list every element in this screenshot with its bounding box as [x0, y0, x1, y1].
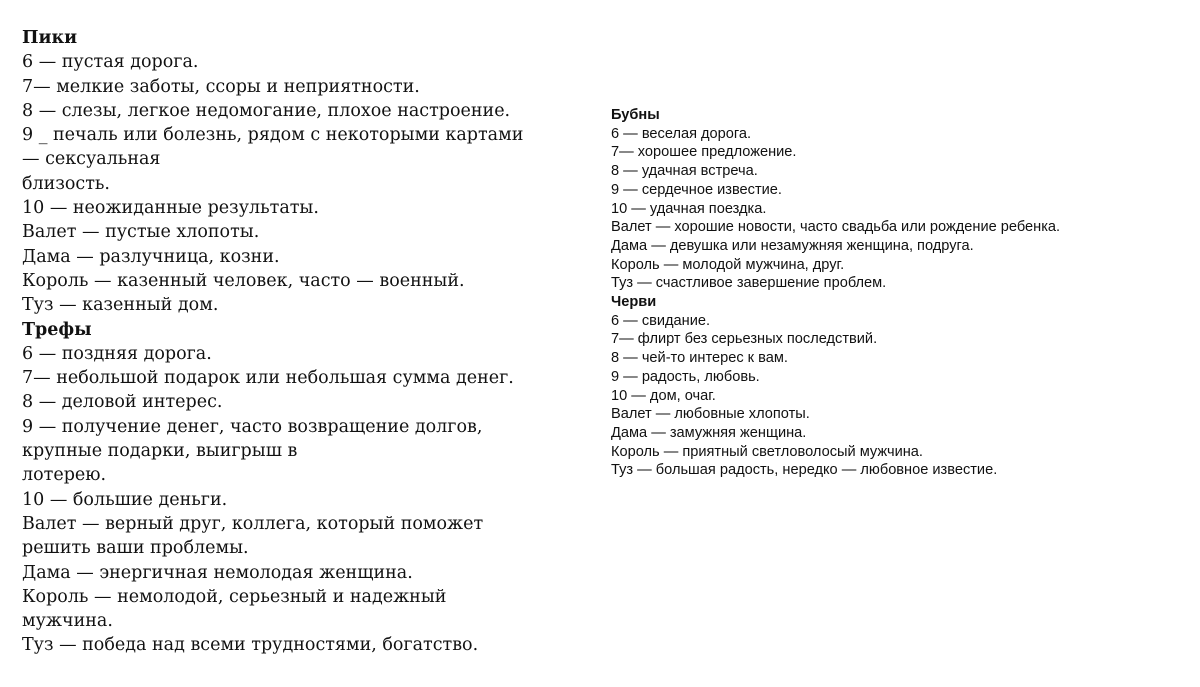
clubs-line: решить ваши проблемы.: [22, 538, 249, 559]
spades-line: близость.: [22, 173, 110, 194]
clubs-line: лотерею.: [22, 465, 107, 486]
right-column: [611, 106, 1191, 480]
hearts-line: 10 — дом, очаг.: [611, 387, 716, 404]
diamonds-heading: Бубны: [611, 107, 660, 123]
clubs-line: крупные подарки, выигрыш в: [22, 441, 298, 462]
diamonds-section: [611, 106, 1191, 293]
clubs-line: Король — немолодой, серьезный и надежный: [22, 586, 447, 607]
clubs-line: Валет — верный друг, коллега, который поможет: [22, 513, 484, 534]
spades-line: Валет — пустые хлопоты.: [22, 222, 260, 243]
diamonds-line: Валет — хорошие новости, часто свадьба или рождение ребенка.: [611, 219, 1061, 236]
spades-line: 9 _ печаль или болезнь, рядом с некоторыми картами: [22, 125, 524, 146]
hearts-line: 9 — радость, любовь.: [611, 368, 760, 385]
clubs-line: 7— небольшой подарок или небольшая сумма денег.: [22, 368, 514, 389]
clubs-section: [22, 318, 582, 658]
hearts-line: Туз — большая радость, нередко — любовное известие.: [611, 462, 998, 479]
spades-line: 7— мелкие заботы, ссоры и неприятности.: [22, 76, 420, 97]
spades-line: — сексуальная: [22, 149, 161, 170]
diamonds-line: Король — молодой мужчина, друг.: [611, 256, 845, 273]
spades-section: [22, 26, 582, 318]
spades-heading: Пики: [22, 28, 78, 48]
diamonds-line: 9 — сердечное известие.: [611, 181, 782, 198]
clubs-line: Дама — энергичная немолодая женщина.: [22, 562, 413, 583]
clubs-line: 8 — деловой интерес.: [22, 392, 223, 413]
clubs-heading: Трефы: [22, 319, 92, 340]
hearts-line: 6 — свидание.: [611, 312, 711, 329]
clubs-line: 9 — получение денег, часто возвращение долгов,: [22, 416, 483, 437]
hearts-heading: Черви: [611, 294, 657, 311]
clubs-line: Туз — победа над всеми трудностями, богатство.: [22, 635, 479, 656]
hearts-section: [611, 293, 1191, 480]
hearts-line: 8 — чей-то интерес к вам.: [611, 350, 788, 367]
spades-line: Дама — разлучница, козни.: [22, 246, 280, 267]
spades-line: 10 — неожиданные результаты.: [22, 198, 319, 219]
diamonds-line: Туз — счастливое завершение проблем.: [611, 275, 887, 292]
spades-line: Туз — казенный дом.: [22, 295, 219, 316]
spades-line: 8 — слезы, легкое недомогание, плохое настроение.: [22, 100, 511, 121]
hearts-line: Валет — любовные хлопоты.: [611, 406, 810, 423]
spades-line: 6 — пустая дорога.: [22, 52, 199, 73]
diamonds-line: 7— хорошее предложение.: [611, 144, 797, 161]
diamonds-line: 8 — удачная встреча.: [611, 163, 758, 180]
clubs-line: мужчина.: [22, 611, 113, 632]
left-column: [22, 26, 582, 658]
clubs-line: 10 — большие деньги.: [22, 489, 228, 510]
diamonds-line: Дама — девушка или незамужняя женщина, подруга.: [611, 237, 974, 254]
clubs-line: 6 — поздняя дорога.: [22, 343, 212, 364]
diamonds-line: 10 — удачная поездка.: [611, 200, 767, 217]
hearts-line: Дама — замужняя женщина.: [611, 424, 807, 441]
diamonds-line: 6 — веселая дорога.: [611, 125, 752, 142]
spades-line: Король — казенный человек, часто — военный.: [22, 270, 465, 291]
hearts-line: 7— флирт без серьезных последствий.: [611, 331, 878, 348]
hearts-line: Король — приятный светловолосый мужчина.: [611, 443, 923, 460]
